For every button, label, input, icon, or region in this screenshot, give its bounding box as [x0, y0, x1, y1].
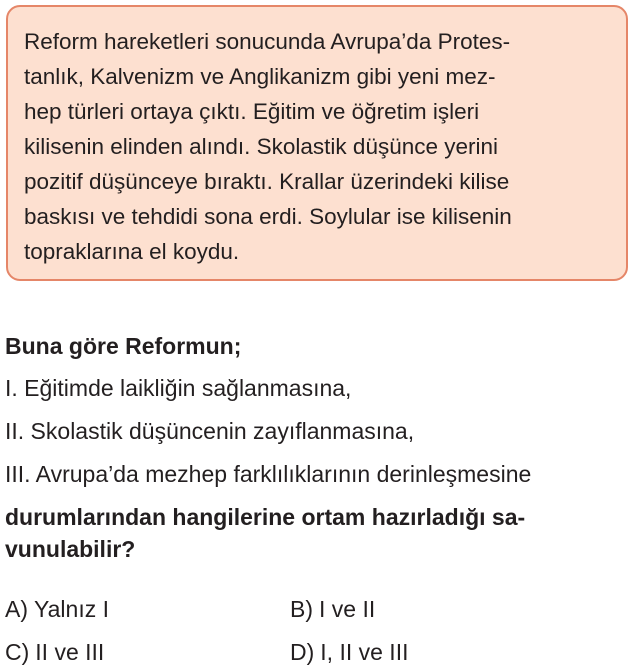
question-stem: Buna göre Reformun; [5, 333, 242, 359]
option-text: Yalnız I [34, 596, 109, 622]
option-a[interactable] [5, 594, 109, 624]
option-letter: C) [5, 639, 30, 665]
option-letter: D) [290, 639, 315, 665]
option-text: I ve II [319, 596, 376, 622]
passage-line: topraklarına el koydu. [24, 239, 240, 264]
question-prompt-line: vunulabilir? [5, 536, 136, 562]
option-letter: B) [290, 596, 313, 622]
option-letter: A) [5, 596, 28, 622]
question-prompt-line: durumlarından hangilerine ortam hazırladığı sa- [5, 504, 526, 530]
statement-2: II. Skolastik düşüncenin zayıflanmasına, [5, 418, 415, 444]
passage-line: kilisenin elinden alındı. Skolastik düşünce yerini [24, 134, 499, 159]
option-d[interactable] [290, 637, 408, 667]
passage-line: hep türleri ortaya çıktı. Eğitim ve öğretim işleri [24, 99, 480, 124]
option-b[interactable] [290, 594, 375, 624]
passage-line: Reform hareketleri sonucunda Avrupa’da Protes- [24, 29, 511, 54]
option-text: II ve III [35, 639, 105, 665]
option-c[interactable] [5, 637, 104, 667]
passage-line: baskısı ve tehdidi sona erdi. Soylular ise kilisenin [24, 204, 512, 229]
passage-line: pozitif düşünceye bıraktı. Krallar üzerindeki kilise [24, 169, 510, 194]
statement-3: III. Avrupa’da mezhep farklılıklarının derinleşmesine [5, 461, 532, 487]
option-text: I, II ve III [320, 639, 409, 665]
statement-1: I. Eğitimde laikliğin sağlanmasına, [5, 375, 352, 401]
passage-line: tanlık, Kalvenizm ve Anglikanizm gibi yeni mez- [24, 64, 496, 89]
